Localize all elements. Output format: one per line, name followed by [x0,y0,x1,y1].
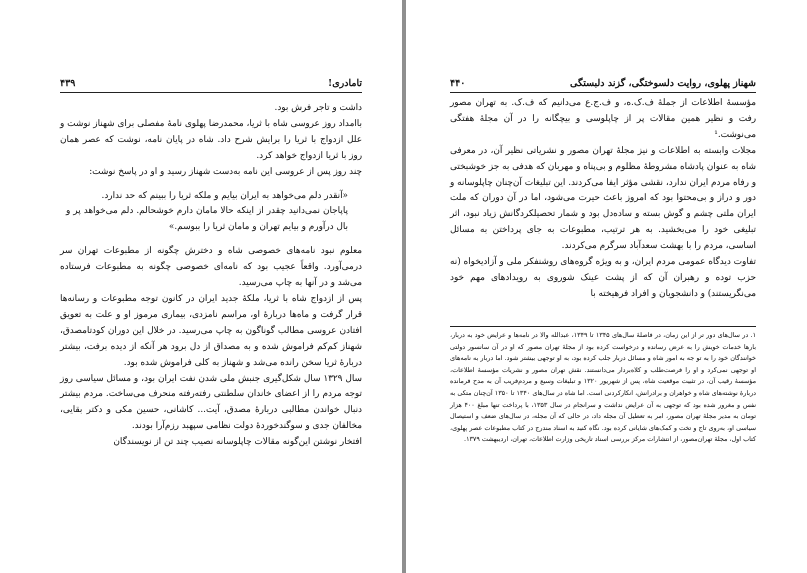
paragraph: مؤسسهٔ اطلاعات از جملهٔ ف.ک.ه، و ف.ج.ع می‌دانیم که ف.ک. به تهران مصور رفت و نظیر همین مقالات پر از چاپلوسی و بیچگانه را در آن مجلهٔ هفتگی می‌نوشت.¹ [450,98,756,140]
paragraph: معلوم نبود نامه‌های خصوصی شاه و دخترش چگونه از مطبوعات تهران سر درمی‌آورد. واقعاً عجیب بود که نامه‌ای خصوصی چگونه به مطبوعات فرستاده می‌شد و در آنها به چاپ می‌رسید. [60,246,362,289]
paragraph: باامداد روز عروسی شاه با ثریا، محمدرضا پهلوی نامهٔ مفصلی برای شهناز نوشت و علل ازدواج با ثریا را برایش شرح داد. شاه در پایان نامه، نوشت که عصر همان روز با ثریا ازدواج خواهد کرد. [60,118,362,161]
paragraph: سال ۱۳۲۹ سال شکل‌گیری جنبش ملی شدن نفت ایران بود، و مسائل سیاسی روز توجه مردم را از اعضای خاندان سلطنتی رفته‌رفته منحرف می‌ساخت. مردم بیشتر دنبال خواندن مطالبی دربارهٔ مصدق، آیت... کاشانی، حسین مکی و دکتر بقایی، مخالفان جدی و سوگندخوردهٔ دولت نظامی سپهبد رزم‌آرا بودند. [60,373,362,432]
paragraph: چند روز پس از عروسی این نامه به‌دست شهناز رسید و او در پاسخ نوشت: [89,166,362,177]
paragraph: افتخار نوشتن این‌گونه مقالات چاپلوسانه نصیب چند تن از نویسندگان [113,437,362,448]
footnote-rule [450,326,756,327]
header-rule [60,92,362,93]
paragraph: تفاوت دیدگاه عمومی مردم ایران، و به ویژه گروه‌های روشنفکر ملی و آزادیخواه (نه حزب توده و رهبران آن که از پشت عینک شوروی به رویدادهای مهم خود می‌نگریستند) و دانشجویان و افراد فرهیخته با [450,257,756,299]
paragraph: داشت و تاجر فرش بود. [274,103,362,113]
page-number: ۴۳۹ [60,78,76,89]
left-page-body [60,101,362,451]
left-page [0,0,402,573]
right-page-header [450,78,756,92]
running-title: شهناز پهلوی، روایت دلسوختگی، گزند دلبستگی [570,78,756,89]
left-page-header [60,78,362,92]
footnote: ۱. در سال‌های دور تر از این زمان، در فاصلهٔ سال‌های ۱۳۴۵ تا ۱۳۴۹، عبدالله والا در نامه‌ها و عرایض خود به دربار، بارها خدمات خویش را به عرض رسانده و درخواست کرده بود از مجلهٔ تهران مصور که او در آن سانسور دولتی خوانندگان خود را به تو جه به امور شاه و مسائل دربار جلب کرده بود، به او توجهی بیشتر شود. اما دربار به نامه‌های او توجهی نمی‌کرد و او را فرصت‌طلب و کلاه‌بردار می‌دانستند. نقش تهران مصور و نشریات مؤسسهٔ اطلاعات، مؤسسهٔ رقیب آن، در تثبیت موقعیت شاه، پس از شهریور ۱۳۲۰ و تبلیغات وسیع و مردم‌فریب آن به مدح فرمانده دربارهٔ نوشته‌های شاه و خواهران و برادرانش، انکارکردنی است. اما شاه در سال‌های ۱۳۴۰ تا ۱۳۵۰ آن‌چنان متکی به نفس و مغرور شده بود که توجهی به آن عرایض نداشت و سرانجام در سال ۱۳۵۳، با پرداخت تنها مبلغ ۴۰۰ هزار تومان به مدیر مجلهٔ تهران مصور، امر به تعطیل آن مجله داد، در حالی که آن مجله، در سال‌های ضعف و استیصال سیاسی او، به‌روی تاج و تخت و کمک‌های شایانی کرده بود. نگاه کنید به اسناد مندرج در کتاب مطبوعات عصر پهلوی، کتاب اول، مجلهٔ تهران‌مصور، از انتشارات مرکز بررسی اسناد تاریخی وزارت اطلاعات، تهران، اردیبهشت ۱۳۷۹. [450,331,756,444]
paragraph: مجلات وابسته به اطلاعات و نیز مجلهٔ تهران مصور و نشریاتی نظیر آن، در معرفی شاه به عنوان پادشاه مشروطهٔ مظلوم و بی‌پناه و مهربان که هدفی به جز خوشبختی و رفاه مردم ایران ندارد، نقشی مؤثر ایفا می‌کردند. این تبلیغات آن‌چنان چاپلوسانه و دور و دراز و بی‌محتوا بود که امروز باعث حیرت می‌شود، اما در آن دوران که ملت ایران ملتی چشم و گوش بسته و ساده‌دل بود و شمار تحصیلکردگانش زیاد نبود، اثر تبلیغی خود را می‌بخشید. به هر ترتیب، مطبوعات به جای پرداختن به مسائل اساسی، مردم را با بهشت سعدآباد سرگرم می‌کردند. [450,145,756,252]
page-number: ۴۴۰ [450,78,466,89]
right-page [406,0,807,573]
letter-quote: پاپاجان نمی‌دانید چقدر از اینکه حالا مامان دارم خوشحالم. دلم می‌خواهد پر و بال درآورم و بیایم تهران و مامان ثریا را ببوسم.» [66,206,348,233]
right-page-body [450,96,756,303]
running-title: تامادری! [328,78,362,89]
header-rule [450,92,756,93]
paragraph: پس از ازدواج شاه با ثریا، ملکهٔ جدید ایران در کانون توجه مطبوعات و رسانه‌ها قرار گرفت و ماه‌ها دربارهٔ او، مراسم نامزدی، بیماری مرموز او و علت به تعویق افتادن عروسی مطالب گوناگون به چاپ می‌رسید. در خلال این دوران کودتامصدق، شهناز کم‌کم فراموش شده و به مصداق از دل برود هر آنکه از دیده برفت، بیشتر دربارهٔ ثریا سخن رانده می‌شد و شهناز به کلی فراموش شده بود. [60,293,362,368]
letter-quote: «آنقدر دلم می‌خواهد به ایران بیایم و ملکه ثریا را ببینم که حد ندارد. [101,190,348,201]
